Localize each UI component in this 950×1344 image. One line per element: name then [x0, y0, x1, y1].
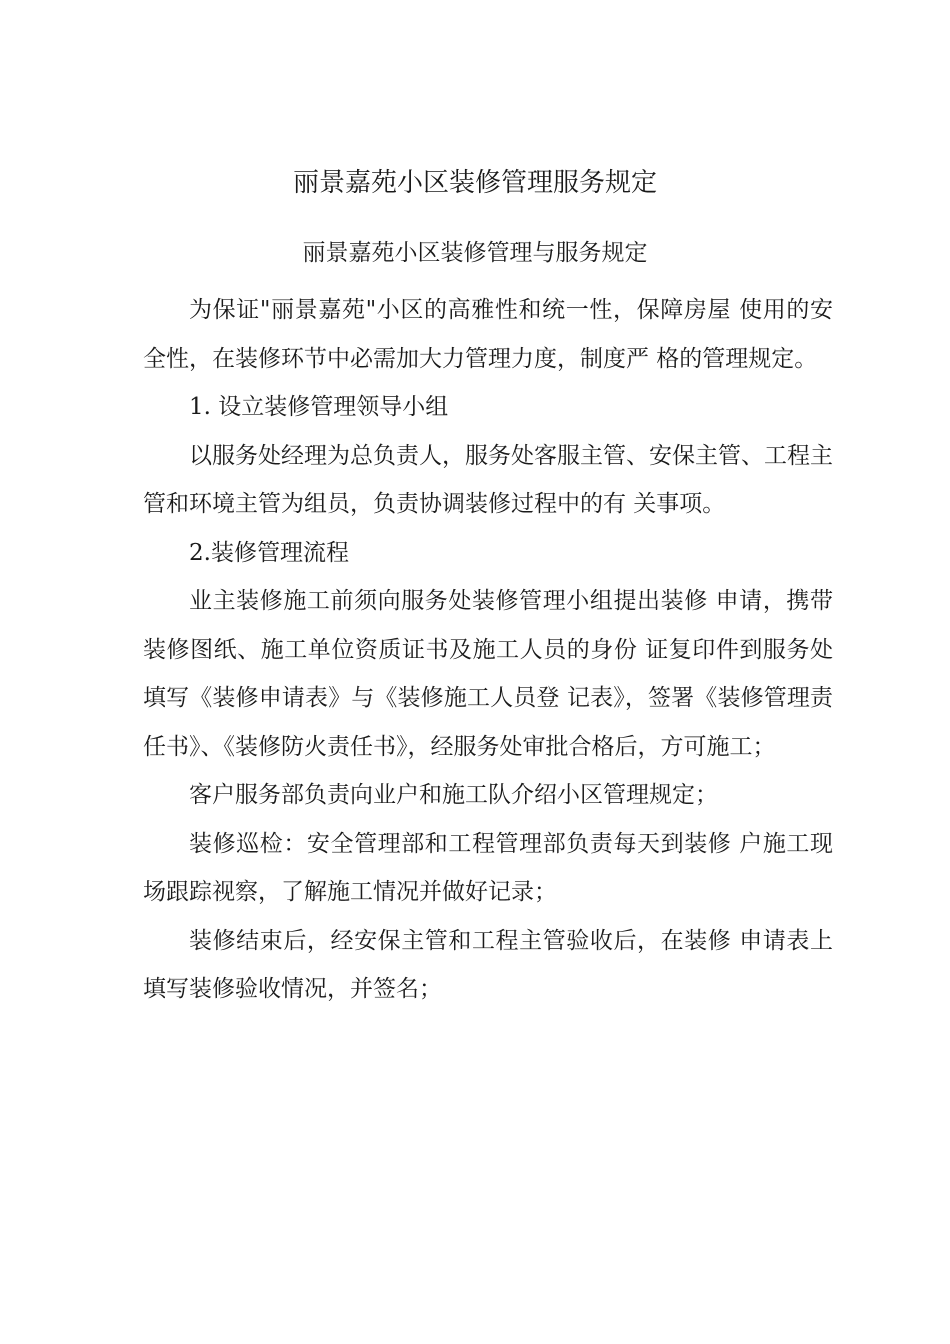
document-subtitle: 丽景嘉苑小区装修管理与服务规定 [302, 240, 648, 266]
paragraph-acceptance: 装修结束后，经安保主管和工程主管验收后，在装修 申请表上填写装修验收情况，并签名； [143, 927, 833, 1002]
paragraph-customer-service: 客户服务部负责向业户和施工队介绍小区管理规定； [189, 782, 718, 808]
document-body [143, 286, 833, 1014]
paragraph-leadership-group: 以服务处经理为总负责人，服务处客服主管、安保主管、工程主管和环境主管为组员，负责协调装修过程中的有 关事项。 [143, 442, 833, 517]
section-heading-1: 1. 设立装修管理领导小组 [189, 394, 449, 420]
paragraph-application: 业主装修施工前须向服务处装修管理小组提出装修 申请，携带装修图纸、施工单位资质证书及施工人员的身份 证复印件到服务处填写《装修申请表》与《装修施工人员登 记表》，签署《装修管理责任书》、《装修防火责任书》，经服务处审批合格后，方可施工； [143, 588, 833, 760]
document-title: 丽景嘉苑小区装修管理服务规定 [292, 168, 657, 198]
paragraph-inspection: 装修巡检：安全管理部和工程管理部负责每天到装修 户施工现场跟踪视察，了解施工情况并做好记录； [143, 830, 833, 905]
section-heading-2: 2.装修管理流程 [189, 539, 349, 566]
paragraph-intro: 为保证"丽景嘉苑"小区的高雅性和统一性，保障房屋 使用的安全性，在装修环节中必需加大力管理力度，制度严 格的管理规定。 [143, 297, 833, 372]
